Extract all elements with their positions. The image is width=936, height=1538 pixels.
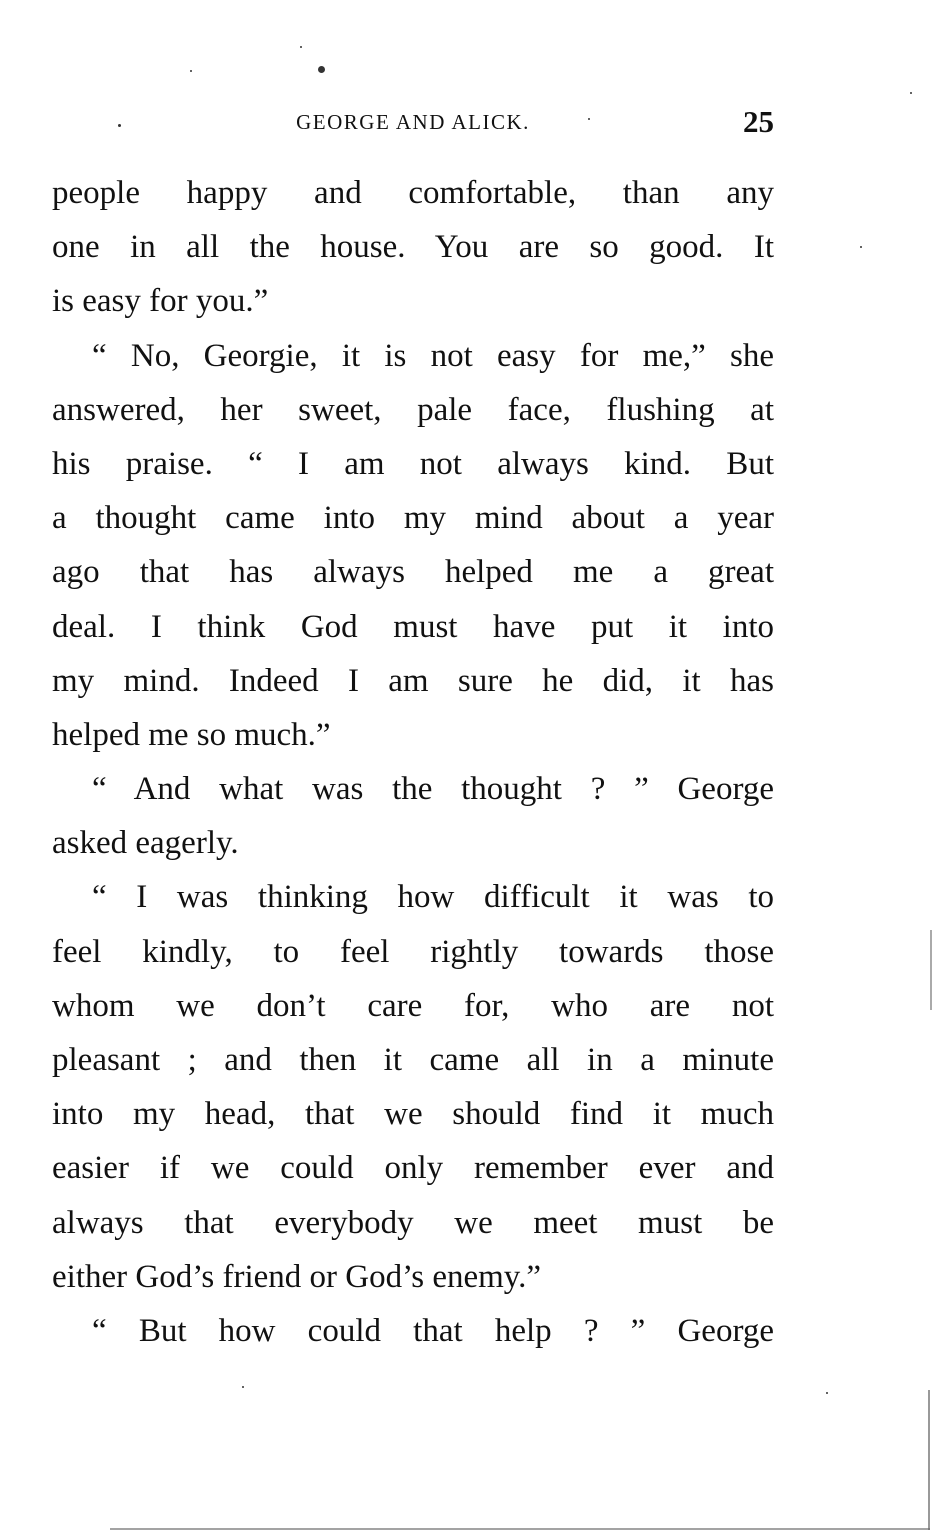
text-line: my mind. Indeed I am sure he did, it has bbox=[52, 662, 774, 699]
ink-speck bbox=[826, 1392, 828, 1394]
text-line: into my head, that we should find it much bbox=[52, 1096, 774, 1133]
text-line: one in all the house. You are so good. It bbox=[52, 229, 774, 266]
text-line: whom we don’t care for, who are not bbox=[52, 987, 774, 1024]
body-text bbox=[52, 166, 774, 1358]
text-line: his praise. “ I am not always kind. But bbox=[52, 445, 774, 482]
text-line: asked eagerly. bbox=[52, 825, 239, 862]
text-line: feel kindly, to feel rightly towards those bbox=[52, 933, 774, 970]
ink-speck bbox=[242, 1386, 244, 1388]
text-line: is easy for you.” bbox=[52, 283, 269, 320]
text-line: helped me so much.” bbox=[52, 716, 331, 753]
page-number: 25 bbox=[743, 104, 774, 139]
ink-speck bbox=[300, 46, 302, 48]
text-line: either God’s friend or God’s enemy.” bbox=[52, 1258, 542, 1295]
text-line: easier if we could only remember ever and bbox=[52, 1150, 774, 1187]
text-line: “ I was thinking how difficult it was to bbox=[92, 879, 774, 916]
text-line: pleasant ; and then it came all in a minute bbox=[52, 1042, 774, 1078]
bottom-edge-line bbox=[110, 1528, 930, 1530]
ink-speck bbox=[860, 246, 862, 248]
text-line: people happy and comfortable, than any bbox=[52, 175, 774, 211]
text-line: deal. I think God must have put it into bbox=[52, 608, 774, 645]
ink-speck bbox=[190, 70, 192, 72]
ink-speck bbox=[318, 66, 325, 73]
page-edge-mark bbox=[930, 930, 932, 1010]
ink-speck bbox=[910, 92, 912, 94]
text-line: always that everybody we meet must be bbox=[52, 1204, 774, 1241]
page-edge-mark bbox=[928, 1390, 930, 1530]
text-line: “ And what was the thought ? ” George bbox=[92, 771, 774, 808]
text-line: a thought came into my mind about a year bbox=[52, 500, 774, 537]
running-title: GEORGE AND ALICK. bbox=[296, 110, 530, 134]
text-line: answered, her sweet, pale face, flushing at bbox=[52, 391, 774, 428]
text-line: “ No, Georgie, it is not easy for me,” she bbox=[92, 337, 774, 374]
ink-speck bbox=[588, 118, 590, 120]
running-header bbox=[52, 106, 774, 142]
ink-speck bbox=[118, 124, 121, 127]
text-line: ago that has always helped me a great bbox=[52, 554, 774, 591]
text-line: “ But how could that help ? ” George bbox=[92, 1312, 774, 1349]
